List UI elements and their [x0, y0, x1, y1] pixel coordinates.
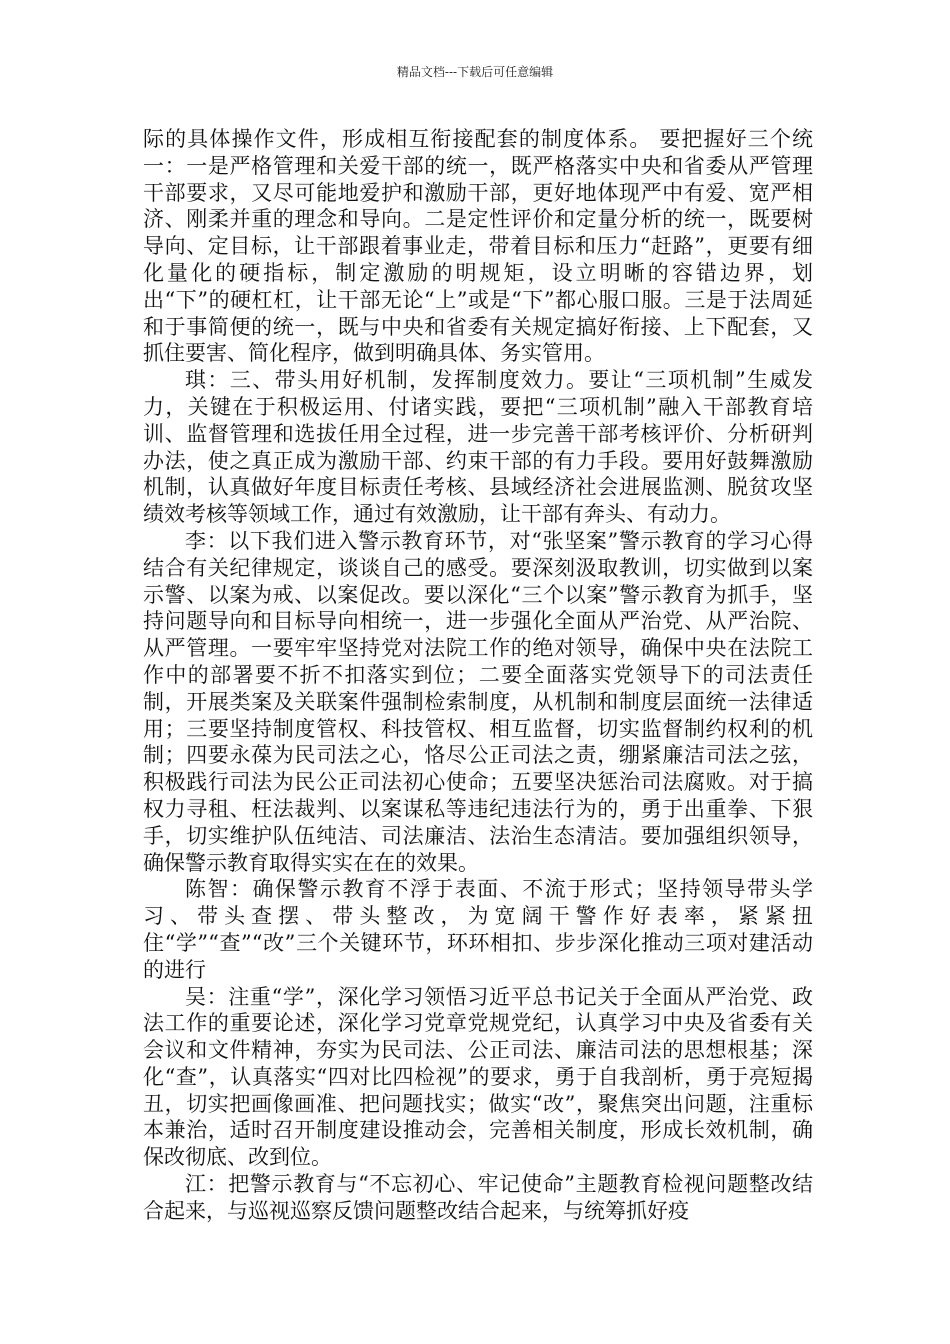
paragraph: 际的具体操作文件，形成相互衔接配套的制度体系。 要把握好三个统一：一是严格管理和关爱干部的统一，既严格落实中央和省委从严管理干部要求，又尽可能地爱护和激励干部，更好地体现严中有爱、宽严相济、刚柔并重的理念和导向。二是定性评价和定量分析的统一，既要树导向、定目标，让干部跟着事业走，带着目标和压力“赶路”，更要有细化量化的硬指标，制定激励的明规矩，设立明晰的容错边界，划出“下”的硬杠杠，让干部无论“上”或是“下”都心服口服。三是于法周延和于事简便的统一，既与中央和省委有关规定搞好衔接、上下配套，又抓住要害、简化程序，做到明确具体、务实管用。 — [143, 127, 813, 366]
paragraph: 琪：三、带头用好机制，发挥制度效力。要让“三项机制”生威发力，关键在于积极运用、付诸实践，要把“三项机制”融入干部教育培训、监督管理和选拔任用全过程，进一步完善干部考核评价、分析研判办法，使之真正成为激励干部、约束干部的有力手段。要用好鼓舞激励机制，认真做好年度目标责任考核、县域经济社会进展监测、脱贫攻坚绩效考核等领域工作，通过有效激励，让干部有奔头、有动力。 — [143, 368, 813, 527]
paragraph: 吴：注重“学”，深化学习领悟习近平总书记关于全面从严治党、政法工作的重要论述，深化学习党章党规党纪，认真学习中央及省委有关会议和文件精神，夯实为民司法、公正司法、廉洁司法的思想根基；深化“查”，认真落实“四对比四检视”的要求，勇于自我剖析，勇于亮短揭丑，切实把画像画准、把问题找实；做实“改”，聚焦突出问题，注重标本兼治，适时召开制度建设推动会，完善相关制度，形成长效机制，确保改彻底、改到位。 — [143, 984, 813, 1170]
paragraph: 江：把警示教育与“不忘初心、牢记使命”主题教育检视问题整改结合起来，与巡视巡察反馈问题整改结合起来，与统筹抓好疫 — [143, 1172, 813, 1223]
paragraph: 陈智：确保警示教育不浮于表面、不流于形式；坚持领导带头学习、带头查摆、带头整改，为宽阔干警作好表率，紧紧扭住“学”“查”“改”三个关键环节，环环相扣、步步深化推动三项对建活动的进行 — [143, 877, 813, 982]
page-header: 精品文档---下载后可任意编辑 — [396, 65, 554, 79]
document-body — [143, 126, 813, 1225]
paragraph: 李：以下我们进入警示教育环节，对“张坚案”警示教育的学习心得结合有关纪律规定，谈谈自己的感受。要深刻汲取教训，切实做到以案示警、以案为戒、以案促改。要以深化“三个以案”警示教育为抓手，坚持问题导向和目标导向相统一，进一步强化全面从严治党、从严治院、从严管理。一要牢牢坚持党对法院工作的绝对领导，确保中央在法院工作中的部署要不折不扣落实到位；二要全面落实党领导下的司法责任制，开展类案及关联案件强制检索制度，从机制和制度层面统一法律适用；三要坚持制度管权、科技管权、相互监督，切实监督制约权利的机制；四要永葆为民司法之心，恪尽公正司法之责，绷紧廉洁司法之弦，积极践行司法为民公正司法初心使命；五要坚决惩治司法腐败。对于搞权力寻租、枉法裁判、以案谋私等违纪违法行为的，勇于出重拳、下狠手，切实维护队伍纯洁、司法廉洁、法治生态清洁。要加强组织领导，确保警示教育取得实实在在的效果。 — [143, 528, 813, 875]
